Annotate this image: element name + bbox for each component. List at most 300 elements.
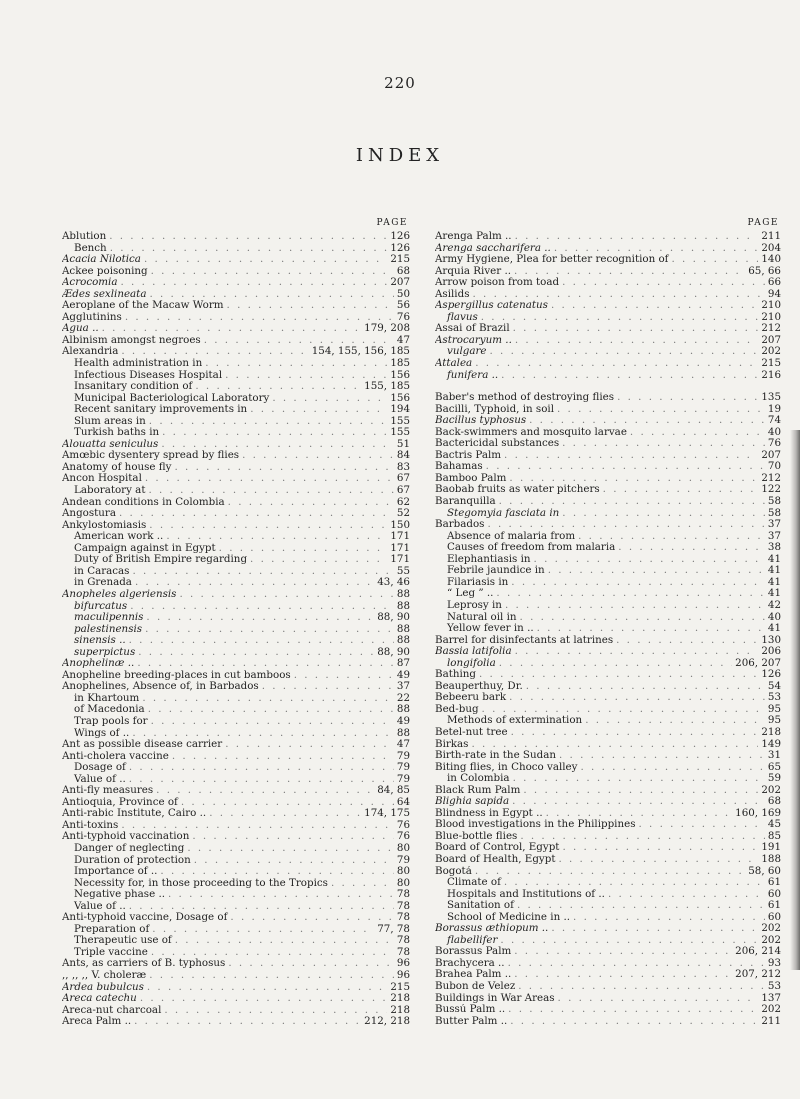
entry-term: Black Rum Palm bbox=[435, 784, 521, 796]
entry-term: Bacilli, Typhoid, in soil bbox=[435, 403, 554, 415]
entry-term: Baranquilla bbox=[435, 496, 496, 508]
entry-page-ref: 65 bbox=[767, 761, 781, 773]
entry-page-ref: 191 bbox=[761, 842, 781, 854]
index-entry bbox=[62, 531, 410, 543]
entry-term: Board of Health, Egypt bbox=[435, 853, 556, 865]
dot-leader bbox=[526, 681, 765, 693]
dot-leader bbox=[534, 554, 765, 566]
dot-leader bbox=[164, 1005, 387, 1017]
index-entry bbox=[62, 370, 410, 382]
dot-leader bbox=[138, 647, 374, 659]
entry-term: Aeroplane of the Macaw Worm bbox=[62, 300, 224, 312]
index-entry bbox=[435, 496, 781, 508]
entry-page-ref: 65, 66 bbox=[748, 265, 781, 277]
dot-leader bbox=[515, 646, 759, 658]
dot-leader bbox=[230, 912, 393, 924]
entry-page-ref: 62 bbox=[396, 496, 410, 508]
entry-term: American work .. bbox=[74, 531, 164, 543]
dot-leader bbox=[331, 878, 394, 890]
entry-term: Sanitation of bbox=[447, 900, 514, 912]
index-entry bbox=[62, 1016, 410, 1028]
index-entry bbox=[435, 750, 781, 762]
entry-term: in Khartoum bbox=[74, 692, 140, 704]
entry-term: Causes of freedom from malaria bbox=[447, 542, 616, 554]
index-entry bbox=[435, 461, 781, 473]
entry-term: Anti-fly measures bbox=[62, 785, 154, 797]
entry-term: Anophelines, Absence of, in Barbados bbox=[62, 681, 259, 693]
index-entry bbox=[435, 231, 781, 243]
entry-page-ref: 42 bbox=[767, 599, 781, 611]
index-entry bbox=[62, 855, 410, 867]
entry-term: Bed-bug bbox=[435, 703, 479, 715]
index-entry bbox=[435, 554, 781, 566]
entry-page-ref: 95 bbox=[767, 703, 781, 715]
entry-term: Ædes sexlineata bbox=[62, 288, 147, 300]
dot-leader bbox=[129, 762, 394, 774]
index-entry bbox=[435, 612, 781, 624]
index-entry bbox=[435, 993, 781, 1005]
index-entry bbox=[435, 588, 781, 600]
entry-page-ref: 61 bbox=[767, 900, 781, 912]
index-entry bbox=[62, 762, 410, 774]
entry-term: Febrile jaundice in bbox=[447, 565, 545, 577]
index-entry bbox=[62, 647, 410, 659]
index-entry bbox=[62, 577, 410, 589]
dot-leader bbox=[537, 623, 765, 635]
entry-page-ref: 58, 60 bbox=[748, 865, 781, 877]
index-entry bbox=[62, 231, 410, 243]
index-entry bbox=[62, 658, 410, 670]
entry-term: vulgare bbox=[447, 346, 487, 358]
entry-term: in Colombia bbox=[447, 773, 510, 785]
entry-term: Duty of British Empire regarding bbox=[74, 554, 248, 566]
index-entry bbox=[435, 831, 781, 843]
index-entry bbox=[62, 335, 410, 347]
dot-leader bbox=[475, 866, 745, 878]
index-entry bbox=[62, 924, 410, 936]
entry-page-ref: 76 bbox=[396, 819, 410, 831]
entry-term: of Macedonia bbox=[74, 704, 145, 716]
dot-leader bbox=[562, 277, 765, 289]
entry-page-ref: 171 bbox=[390, 531, 410, 543]
dot-leader bbox=[510, 1016, 758, 1028]
dot-leader bbox=[149, 970, 394, 982]
index-entry bbox=[62, 993, 410, 1005]
index-entry bbox=[62, 693, 410, 705]
entry-page-ref: 140 bbox=[761, 254, 781, 266]
entry-term: Dosage of bbox=[74, 762, 126, 774]
entry-term: Bench bbox=[74, 242, 107, 254]
entry-page-ref: 19 bbox=[767, 403, 781, 415]
entry-page-ref: 126 bbox=[761, 669, 781, 681]
entry-page-ref: 188 bbox=[761, 853, 781, 865]
entry-page-ref: 37 bbox=[396, 681, 410, 693]
entry-page-ref: 206 bbox=[761, 646, 781, 658]
entry-page-ref: 43, 46 bbox=[377, 577, 410, 589]
entry-page-ref: 94 bbox=[767, 288, 781, 300]
entry-page-ref: 76 bbox=[396, 311, 410, 323]
index-entry bbox=[62, 1005, 410, 1017]
entry-page-ref: 156 bbox=[390, 369, 410, 381]
entry-page-ref: 212 bbox=[761, 472, 781, 484]
dot-leader bbox=[137, 658, 394, 670]
index-entry bbox=[435, 658, 781, 670]
dot-leader bbox=[130, 601, 394, 613]
entry-page-ref: 78 bbox=[396, 900, 410, 912]
entry-page-ref: 41 bbox=[767, 565, 781, 577]
dot-leader bbox=[617, 392, 758, 404]
entry-term: Butter Palm .. bbox=[435, 1015, 508, 1027]
entry-term: Attalea bbox=[435, 358, 473, 370]
entry-term: Beauperthuy, Dr. bbox=[435, 680, 523, 692]
entry-page-ref: 150 bbox=[390, 519, 410, 531]
entry-page-ref: 194 bbox=[390, 404, 410, 416]
entry-page-ref: 84 bbox=[396, 450, 410, 462]
entry-term: Buildings in War Areas bbox=[435, 992, 555, 1004]
entry-page-ref: 171 bbox=[390, 554, 410, 566]
index-entry-list bbox=[62, 231, 410, 1028]
entry-term: Betel-nut tree bbox=[435, 726, 508, 738]
entry-page-ref: 156 bbox=[390, 392, 410, 404]
dot-leader bbox=[562, 438, 765, 450]
index-entry bbox=[435, 762, 781, 774]
index-entry bbox=[62, 439, 410, 451]
dot-leader bbox=[580, 762, 764, 774]
index-entry bbox=[62, 254, 410, 266]
entry-page-ref: 66 bbox=[767, 277, 781, 289]
index-entry bbox=[62, 266, 410, 278]
dot-leader bbox=[523, 785, 758, 797]
entry-page-ref: 60 bbox=[767, 888, 781, 900]
dot-leader bbox=[148, 485, 393, 497]
index-entry bbox=[62, 820, 410, 832]
index-entry bbox=[62, 785, 410, 797]
entry-page-ref: 49 bbox=[396, 715, 410, 727]
entry-page-ref: 58 bbox=[767, 496, 781, 508]
entry-term: Laboratory at bbox=[74, 485, 146, 497]
entry-term: Natural oil in bbox=[447, 611, 517, 623]
dot-leader bbox=[504, 877, 765, 889]
dot-leader bbox=[558, 993, 759, 1005]
index-entry bbox=[435, 243, 781, 255]
index-entry bbox=[435, 935, 781, 947]
entry-page-ref: 76 bbox=[396, 831, 410, 843]
entry-term: Anti-typhoid vaccine, Dosage of bbox=[62, 912, 228, 924]
index-entry bbox=[435, 600, 781, 612]
dot-leader bbox=[486, 461, 765, 473]
dot-leader bbox=[160, 866, 393, 878]
entry-term: Alexandria bbox=[62, 346, 119, 358]
entry-page-ref: 79 bbox=[396, 762, 410, 774]
dot-leader bbox=[514, 946, 732, 958]
index-entry bbox=[62, 393, 410, 405]
entry-term: Birkas bbox=[435, 738, 469, 750]
dot-leader bbox=[585, 715, 765, 727]
index-entry bbox=[435, 692, 781, 704]
entry-page-ref: 47 bbox=[396, 334, 410, 346]
dot-leader bbox=[145, 624, 394, 636]
entry-page-ref: 155 bbox=[390, 427, 410, 439]
entry-term: Anopheles algeriensis bbox=[62, 588, 177, 600]
entry-term: Stegomyia fasciata in bbox=[447, 507, 560, 519]
entry-page-ref: 88 bbox=[396, 704, 410, 716]
entry-term: Recent sanitary improvements in bbox=[74, 404, 248, 416]
index-entry bbox=[62, 416, 410, 428]
entry-term: funifera .. bbox=[447, 369, 499, 381]
dot-leader bbox=[471, 739, 758, 751]
dot-leader bbox=[529, 415, 765, 427]
index-entry bbox=[435, 669, 781, 681]
entry-term: in Grenada bbox=[74, 577, 132, 589]
entry-page-ref: 41 bbox=[767, 588, 781, 600]
index-entry bbox=[435, 323, 781, 335]
entry-page-ref: 135 bbox=[761, 392, 781, 404]
dot-leader bbox=[514, 266, 745, 278]
entry-term: Asilids bbox=[435, 288, 470, 300]
entry-term: Bathing bbox=[435, 669, 476, 681]
entry-page-ref: 53 bbox=[767, 981, 781, 992]
entry-page-ref: 210 bbox=[761, 300, 781, 312]
entry-page-ref: 84, 85 bbox=[377, 785, 410, 797]
entry-term: Ant as possible disease carrier bbox=[62, 739, 223, 751]
entry-term: Anatomy of house fly bbox=[62, 461, 172, 473]
dot-leader bbox=[500, 935, 758, 947]
index-entry bbox=[62, 751, 410, 763]
index-entry bbox=[435, 958, 781, 970]
entry-page-ref: 50 bbox=[396, 288, 410, 300]
entry-page-ref: 155 bbox=[390, 415, 410, 427]
entry-term: Ablution bbox=[62, 231, 107, 242]
index-entry bbox=[62, 346, 410, 358]
entry-page-ref: 202 bbox=[761, 346, 781, 358]
dot-leader bbox=[125, 312, 394, 324]
entry-page-ref: 80 bbox=[396, 842, 410, 854]
dot-leader bbox=[162, 427, 387, 439]
entry-term: Absence of malaria from bbox=[447, 530, 576, 542]
entry-term: Blighia sapida bbox=[435, 796, 510, 808]
index-entry bbox=[435, 370, 781, 382]
entry-term: Borassus Palm bbox=[435, 946, 512, 958]
entry-term: Alouatta seniculus bbox=[62, 438, 159, 450]
entry-term: Elephantiasis in bbox=[447, 553, 531, 565]
dot-leader bbox=[129, 635, 394, 647]
index-entry bbox=[435, 415, 781, 427]
dot-leader bbox=[490, 346, 759, 358]
index-entry bbox=[435, 335, 781, 347]
entry-page-ref: 59 bbox=[767, 773, 781, 785]
entry-page-ref: 210 bbox=[761, 311, 781, 323]
dot-leader bbox=[487, 519, 764, 531]
dot-leader bbox=[121, 277, 388, 289]
index-entry bbox=[435, 739, 781, 751]
entry-term: Infectious Diseases Hospital bbox=[74, 369, 223, 381]
entry-page-ref: 137 bbox=[761, 992, 781, 1004]
entry-term: maculipennis bbox=[74, 612, 144, 624]
index-entry bbox=[62, 970, 410, 982]
entry-page-ref: 212, 218 bbox=[364, 1016, 410, 1028]
entry-term: Areca-nut charcoal bbox=[62, 1004, 162, 1016]
index-entry bbox=[62, 878, 410, 890]
entry-term: Astrocaryum .. bbox=[435, 334, 512, 346]
index-entry bbox=[62, 670, 410, 682]
entry-term: Barrel for disinfectants at latrines bbox=[435, 634, 614, 646]
dot-leader bbox=[132, 566, 393, 578]
dot-leader bbox=[145, 473, 394, 485]
index-entry-list bbox=[435, 231, 781, 1027]
index-entry bbox=[62, 728, 410, 740]
dot-leader bbox=[195, 381, 361, 393]
dot-leader bbox=[129, 774, 394, 786]
dot-leader bbox=[109, 231, 387, 243]
entry-page-ref: 206, 207 bbox=[735, 657, 781, 669]
dot-leader bbox=[481, 312, 759, 324]
index-entry bbox=[62, 958, 410, 970]
index-entry bbox=[435, 900, 781, 912]
dot-leader bbox=[508, 958, 765, 970]
entry-term: Ancon Hospital bbox=[62, 473, 142, 485]
dot-leader bbox=[147, 982, 387, 994]
index-entry bbox=[62, 323, 410, 335]
entry-term: Birth-rate in the Sudan bbox=[435, 750, 556, 762]
entry-term: Hospitals and Institutions of .. bbox=[447, 888, 605, 900]
index-entry bbox=[62, 831, 410, 843]
index-entry bbox=[62, 508, 410, 520]
entry-page-ref: 207, 212 bbox=[735, 969, 781, 981]
dot-leader bbox=[179, 589, 393, 601]
index-entry bbox=[435, 969, 781, 981]
entry-term: Campaign against in Egypt bbox=[74, 542, 216, 554]
entry-term: Aspergillus catenatus bbox=[435, 300, 548, 312]
dot-leader bbox=[119, 508, 394, 520]
entry-term: Anti-typhoid vaccination bbox=[62, 831, 190, 843]
index-entry bbox=[62, 554, 410, 566]
entry-page-ref: 185 bbox=[390, 358, 410, 370]
entry-page-ref: 56 bbox=[396, 300, 410, 312]
entry-page-ref: 218 bbox=[761, 726, 781, 738]
entry-term: Agua .. bbox=[62, 323, 99, 335]
entry-term: Preparation of bbox=[74, 923, 150, 935]
entry-term: Anti-cholera vaccine bbox=[62, 750, 169, 762]
entry-page-ref: 206, 214 bbox=[735, 946, 781, 958]
dot-leader bbox=[175, 935, 394, 947]
dot-leader bbox=[548, 565, 765, 577]
dot-leader bbox=[513, 323, 759, 335]
entry-term: Arrow poison from toad bbox=[435, 277, 560, 289]
entry-term: Arquia River .. bbox=[435, 265, 511, 277]
entry-term: Bogotá bbox=[435, 865, 472, 877]
entry-term: Duration of protection bbox=[74, 854, 191, 866]
entry-term: Anti-toxins bbox=[62, 819, 119, 831]
entry-page-ref: 154, 155, 156, 185 bbox=[311, 346, 410, 358]
entry-term: sinensis .. bbox=[74, 635, 126, 647]
entry-page-ref: 41 bbox=[767, 623, 781, 635]
index-entry bbox=[435, 508, 781, 520]
entry-term: Bamboo Palm bbox=[435, 472, 507, 484]
dot-leader bbox=[509, 473, 758, 485]
index-entry bbox=[62, 774, 410, 786]
index-entry bbox=[62, 381, 410, 393]
dot-leader bbox=[551, 923, 758, 935]
index-entry bbox=[62, 404, 410, 416]
entry-term: Brachycera .. bbox=[435, 957, 505, 969]
entry-page-ref: 215 bbox=[761, 358, 781, 370]
dot-leader bbox=[520, 612, 765, 624]
dot-leader bbox=[148, 704, 394, 716]
entry-page-ref: 207 bbox=[761, 334, 781, 346]
dot-leader bbox=[517, 900, 765, 912]
index-entry bbox=[435, 808, 781, 820]
entry-page-ref: 70 bbox=[767, 461, 781, 473]
dot-leader bbox=[172, 751, 394, 763]
entry-term: ,, ,, ,, V. choleræ bbox=[62, 970, 147, 981]
entry-page-ref: 47 bbox=[396, 739, 410, 751]
dot-leader bbox=[225, 370, 387, 382]
dot-leader bbox=[174, 462, 393, 474]
index-entry bbox=[62, 497, 410, 509]
entry-page-ref: 31 bbox=[767, 750, 781, 762]
index-entry bbox=[435, 577, 781, 589]
entry-term: Municipal Bacteriological Laboratory bbox=[74, 392, 270, 404]
index-entry bbox=[435, 866, 781, 878]
dot-leader bbox=[149, 520, 387, 532]
index-entry bbox=[435, 877, 781, 889]
index-entry bbox=[435, 681, 781, 693]
index-entry bbox=[62, 277, 410, 289]
entry-page-ref: 160, 169 bbox=[735, 807, 781, 819]
dot-leader bbox=[508, 1004, 758, 1016]
index-entry bbox=[62, 739, 410, 751]
entry-page-ref: 215 bbox=[390, 254, 410, 266]
dot-leader bbox=[608, 889, 765, 901]
index-entry bbox=[62, 450, 410, 462]
entry-page-ref: 155, 185 bbox=[364, 381, 410, 393]
dot-leader bbox=[515, 231, 759, 243]
entry-term: Wings of .. bbox=[74, 727, 130, 739]
dot-leader bbox=[194, 855, 394, 867]
index-entry bbox=[62, 289, 410, 301]
index-entry bbox=[435, 473, 781, 485]
index-entry bbox=[435, 450, 781, 462]
index-title: INDEX bbox=[355, 145, 445, 166]
entry-term: Importance of .. bbox=[74, 866, 158, 878]
entry-page-ref: 96 bbox=[396, 970, 410, 981]
dot-leader bbox=[578, 531, 765, 543]
dot-leader bbox=[250, 554, 387, 566]
entry-page-ref: 61 bbox=[767, 877, 781, 889]
entry-page-ref: 126 bbox=[390, 242, 410, 254]
entry-page-ref: 40 bbox=[767, 611, 781, 623]
entry-term: Health administration in bbox=[74, 358, 203, 370]
entry-page-ref: 52 bbox=[396, 508, 410, 520]
dot-leader bbox=[140, 993, 388, 1005]
dot-leader bbox=[573, 912, 765, 924]
entry-page-ref: 77, 78 bbox=[377, 923, 410, 935]
dot-leader bbox=[204, 335, 394, 347]
entry-term: Negative phase .. bbox=[74, 889, 166, 901]
entry-term: Methods of extermination bbox=[447, 715, 583, 727]
entry-page-ref: 37 bbox=[767, 519, 781, 531]
entry-term: Ankylostomiasis bbox=[62, 519, 147, 531]
dot-leader bbox=[151, 266, 394, 278]
entry-page-ref: 93 bbox=[767, 957, 781, 969]
entry-page-ref: 218 bbox=[390, 1004, 410, 1016]
dot-leader bbox=[562, 508, 765, 520]
entry-term: Albinism amongst negroes bbox=[62, 334, 201, 346]
entry-term: Blood investigations in the Philippines bbox=[435, 819, 636, 831]
entry-page-ref: 88 bbox=[396, 635, 410, 647]
index-entry bbox=[435, 981, 781, 993]
entry-page-ref: 68 bbox=[767, 796, 781, 808]
